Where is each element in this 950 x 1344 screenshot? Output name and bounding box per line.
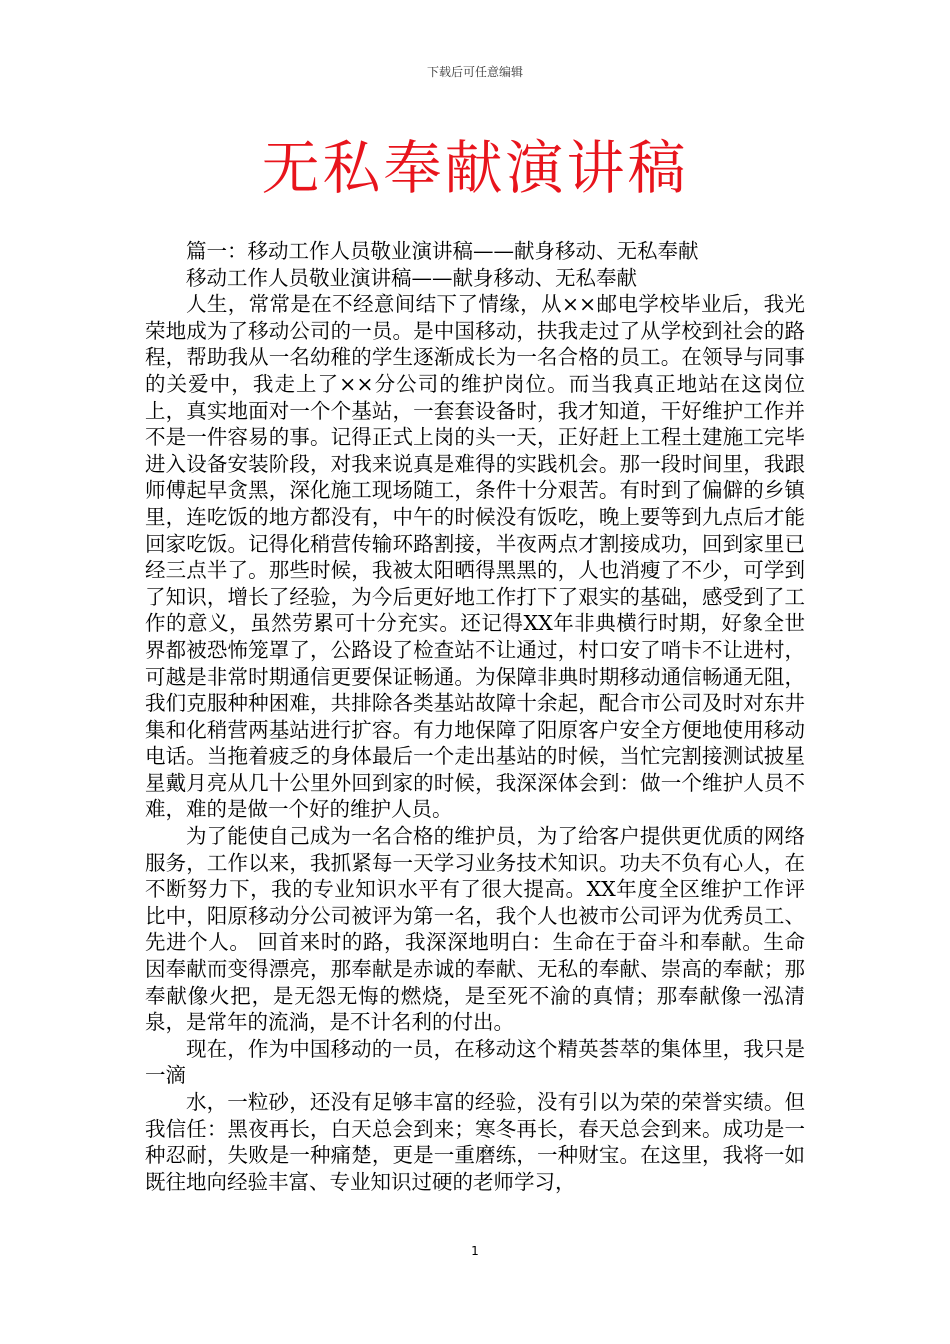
paragraph-subtitle: 移动工作人员敬业演讲稿——献身移动、无私奉献	[186, 265, 637, 290]
paragraph-body-1: 人生，常常是在不经意间结下了情缘，从××邮电学校毕业后，我光荣地成为了移动公司的一员。是中国移动，扶我走过了从学校到社会的路程，帮助我从一名幼稚的学生逐渐成长为一名合格的员工。在领导与同事的关爱中，我走上了××分公司的维护岗位。而当我真正地站在这岗位上，真实地面对一个个基站，一套套设备时，我才知道，干好维护工作并不是一件容易的事。记得正式上岗的头一天，正好赶上工程土建施工完毕进入设备安装阶段，对我来说真是难得的实践机会。那一段时间里，我跟师傅起早贪黑，深化施工现场随工，条件十分艰苦。有时到了偏僻的乡镇里，连吃饭的地方都没有，中午的时候没有饭吃，晚上要等到九点后才能回家吃饭。记得化稍营传输环路割接，半夜两点才割接成功，回到家里已经三点半了。那些时候，我被太阳晒得黑黑的，人也消瘦了不少，可学到了知识，增长了经验，为今后更好地工作打下了艰实的基础，感受到了工作的意义，虽然劳累可十分充实。还记得XX年非典横行时期，好象全世界都被恐怖笼罩了，公路设了检查站不让通过，村口安了哨卡不让进村，可越是非常时期通信更要保证畅通。为保障非典时期移动通信畅通无阻，我们克服种种困难，共排除各类基站故障十余起，配合市公司及时对东井集和化稍营两基站进行扩容。有力地保障了阳原客户安全方便地使用移动电话。当拖着疲乏的身体最后一个走出基站的时候，当忙完割接测试披星星戴月亮从几十公里外回到家的时候，我深深体会到：做一个维护人员不难，难的是做一个好的维护人员。	[145, 292, 805, 822]
document-title: 无私奉献演讲稿	[261, 134, 689, 202]
paragraph-body-2: 为了能使自己成为一名合格的维护员，为了给客户提供更优质的网络服务，工作以来，我抓紧每一天学习业务技术知识。功夫不负有心人，在不断努力下，我的专业知识水平有了很大提高。XX年度全区维护工作评比中，阳原移动分公司被评为第一名，我个人也被市公司评为优秀员工、先进个人。 回首来时的路，我深深地明白：生命在于奋斗和奉献。生命因奉献而变得漂亮，那奉献是赤诚的奉献、无私的奉献、崇高的奉献；那奉献像火把，是无怨无悔的燃烧，是至死不渝的真情；那奉献像一泓清泉，是常年的流淌，是不计名利的付出。	[145, 824, 805, 1035]
paragraph-body-3: 现在，作为中国移动的一员，在移动这个精英荟萃的集体里，我只是一滴	[145, 1036, 805, 1088]
page-header: 下载后可任意编辑	[426, 65, 523, 79]
document-body	[145, 238, 805, 1195]
paragraph-chapter-heading: 篇一：移动工作人员敬业演讲稿——献身移动、无私奉献	[186, 239, 699, 263]
paragraph-body-4: 水，一粒砂，还没有足够丰富的经验，没有引以为荣的荣誉实绩。但我信任：黑夜再长，白天总会到来；寒冬再长，春天总会到来。成功是一种忍耐，失败是一种痛楚，更是一重磨练，一种财宝。在这里，我将一如既往地向经验丰富、专业知识过硬的老师学习，	[145, 1090, 805, 1194]
page-number: 1	[471, 1244, 479, 1258]
